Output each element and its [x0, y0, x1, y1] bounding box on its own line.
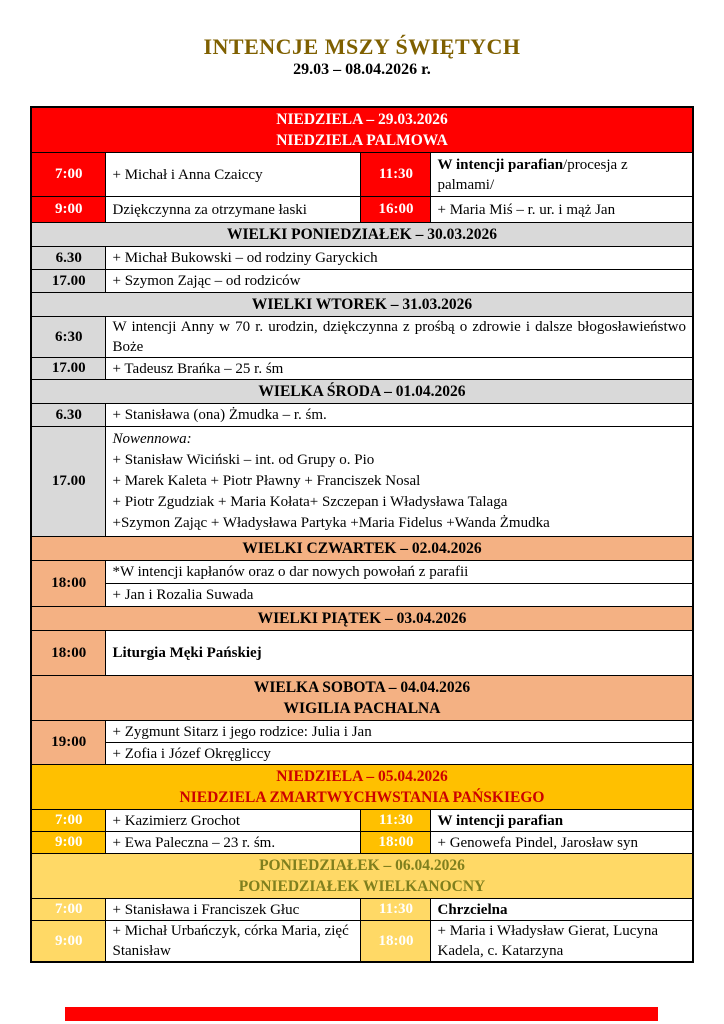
- intention-line: + Stanisław Wiciński – int. od Grupy o. Pio: [112, 452, 375, 468]
- time-cell: 18:00: [31, 561, 106, 607]
- section-header-holy-monday: [31, 223, 693, 247]
- section-header-easter-monday: [31, 854, 693, 899]
- table-row: [31, 153, 693, 197]
- next-page-table-top-strip: [65, 1007, 658, 1021]
- table-row: [31, 404, 693, 427]
- intention-text: /procesja z palmami/: [437, 156, 628, 193]
- section-header-line: PONIEDZIAŁEK WIELKANOCNY: [238, 878, 486, 895]
- intention-cell: + Stanisława (ona) Żmudka – r. śm.: [106, 404, 693, 427]
- intention-cell: + Jan i Rozalia Suwada: [106, 584, 693, 607]
- mass-intentions-table: [30, 106, 694, 963]
- table-row: [31, 247, 693, 270]
- intention-cell: Liturgia Męki Pańskiej: [106, 631, 693, 676]
- time-cell: 6.30: [31, 404, 106, 427]
- table-row: [31, 810, 693, 832]
- table-row: [31, 317, 693, 358]
- time-cell: 18:00: [361, 921, 431, 963]
- intention-cell: + Maria i Władysław Gierat, Lucyna Kadela, c. Katarzyna: [431, 921, 693, 963]
- table-row: [31, 607, 693, 631]
- section-header-line: WIELKI CZWARTEK – 02.04.2026: [242, 540, 482, 557]
- intention-cell: + Michał Bukowski – od rodziny Garyckich: [106, 247, 693, 270]
- table-row: [31, 380, 693, 404]
- time-cell: 9:00: [31, 197, 106, 223]
- section-header-holy-thursday: [31, 537, 693, 561]
- section-header-holy-saturday: [31, 676, 693, 721]
- time-cell: 11:30: [361, 899, 431, 921]
- time-cell: 9:00: [31, 921, 106, 963]
- time-cell: 18:00: [361, 832, 431, 854]
- intention-cell: + Tadeusz Brańka – 25 r. śm: [106, 358, 693, 380]
- intention-line: Nowennowa:: [112, 431, 192, 447]
- table-row: [31, 358, 693, 380]
- intention-cell: W intencji Anny w 70 r. urodzin, dziękczynna z prośbą o zdrowie i dalsze błogosławieństwo Boże: [106, 317, 693, 358]
- time-cell: 11:30: [361, 153, 431, 197]
- time-cell: 7:00: [31, 899, 106, 921]
- intention-bold-text: W intencji parafian: [437, 812, 564, 829]
- time-cell: 7:00: [31, 810, 106, 832]
- table-row: [31, 537, 693, 561]
- section-header-holy-tuesday: [31, 293, 693, 317]
- table-row: [31, 270, 693, 293]
- time-cell: 6.30: [31, 247, 106, 270]
- intention-cell: + Genowefa Pindel, Jarosław syn: [431, 832, 693, 854]
- section-header-line: WIELKA ŚRODA – 01.04.2026: [258, 383, 466, 400]
- intention-cell: [106, 427, 693, 537]
- table-row: [31, 427, 693, 537]
- table-row: [31, 561, 693, 584]
- table-row: [31, 197, 693, 223]
- table-row: [31, 223, 693, 247]
- intention-cell: [431, 810, 693, 832]
- section-header-line: WIELKI PONIEDZIAŁEK – 30.03.2026: [226, 226, 497, 243]
- table-row: [31, 921, 693, 963]
- table-row: [31, 765, 693, 810]
- table-row: [31, 832, 693, 854]
- section-header-line: WIELKI WTOREK – 31.03.2026: [251, 296, 473, 313]
- intention-line: + Marek Kaleta + Piotr Pławny + Franciszek Nosal: [112, 473, 421, 489]
- time-cell: 16:00: [361, 197, 431, 223]
- time-cell: 17.00: [31, 427, 106, 537]
- intention-line: +Szymon Zając + Władysława Partyka +Maria Fidelus +Wanda Żmudka: [112, 515, 550, 531]
- table-row: [31, 293, 693, 317]
- table-row: [31, 854, 693, 899]
- time-cell: 9:00: [31, 832, 106, 854]
- intention-cell: + Michał i Anna Czaiccy: [106, 153, 361, 197]
- table-row: [31, 631, 693, 676]
- intention-cell: + Szymon Zając – od rodziców: [106, 270, 693, 293]
- time-cell: 19:00: [31, 721, 106, 765]
- intention-cell: [431, 899, 693, 921]
- table-row: [31, 721, 693, 743]
- intention-cell: + Maria Miś – r. ur. i mąż Jan: [431, 197, 693, 223]
- section-header-line: NIEDZIELA – 29.03.2026: [276, 111, 448, 128]
- section-header-line: WIELKI PIĄTEK – 03.04.2026: [257, 610, 467, 627]
- intention-cell: [431, 153, 693, 197]
- intention-cell: + Zygmunt Sitarz i jego rodzice: Julia i Jan: [106, 721, 693, 743]
- section-header-line: PONIEDZIAŁEK – 06.04.2026: [259, 857, 465, 874]
- time-cell: 17.00: [31, 358, 106, 380]
- section-header-good-friday: [31, 607, 693, 631]
- table-row: [31, 743, 693, 765]
- intention-cell: + Stanisława i Franciszek Głuc: [106, 899, 361, 921]
- time-cell: 6:30: [31, 317, 106, 358]
- time-cell: 11:30: [361, 810, 431, 832]
- section-header-line: WIGILIA PACHALNA: [283, 700, 441, 717]
- intention-bold-text: W intencji parafian: [437, 156, 564, 173]
- intention-cell: Dziękczynna za otrzymane łaski: [106, 197, 361, 223]
- table-row: [31, 107, 693, 153]
- table-row: [31, 899, 693, 921]
- intention-cell: + Michał Urbańczyk, córka Maria, zięć Stanisław: [106, 921, 361, 963]
- page-subtitle: 29.03 – 08.04.2026 r.: [293, 61, 431, 78]
- intention-bold-text: Chrzcielna: [437, 901, 508, 918]
- intention-cell: + Zofia i Józef Okręgliccy: [106, 743, 693, 765]
- section-header-line: NIEDZIELA ZMARTWYCHWSTANIA PAŃSKIEGO: [179, 789, 545, 806]
- table-row: [31, 584, 693, 607]
- section-header-holy-wednesday: [31, 380, 693, 404]
- time-cell: 7:00: [31, 153, 106, 197]
- intention-cell: + Ewa Paleczna – 23 r. śm.: [106, 832, 361, 854]
- section-header-line: NIEDZIELA – 05.04.2026: [276, 768, 448, 785]
- section-header-easter-sunday: [31, 765, 693, 810]
- intention-cell: + Kazimierz Grochot: [106, 810, 361, 832]
- section-header-palm-sunday: [31, 107, 693, 153]
- intention-cell: *W intencji kapłanów oraz o dar nowych powołań z parafii: [106, 561, 693, 584]
- section-header-line: WIELKA SOBOTA – 04.04.2026: [253, 679, 471, 696]
- intention-line: + Piotr Zgudziak + Maria Kołata+ Szczepan i Władysława Talaga: [112, 494, 508, 510]
- table-row: [31, 676, 693, 721]
- section-header-line: NIEDZIELA PALMOWA: [276, 132, 448, 149]
- time-cell: 18:00: [31, 631, 106, 676]
- time-cell: 17.00: [31, 270, 106, 293]
- page-title: INTENCJE MSZY ŚWIĘTYCH: [203, 34, 521, 59]
